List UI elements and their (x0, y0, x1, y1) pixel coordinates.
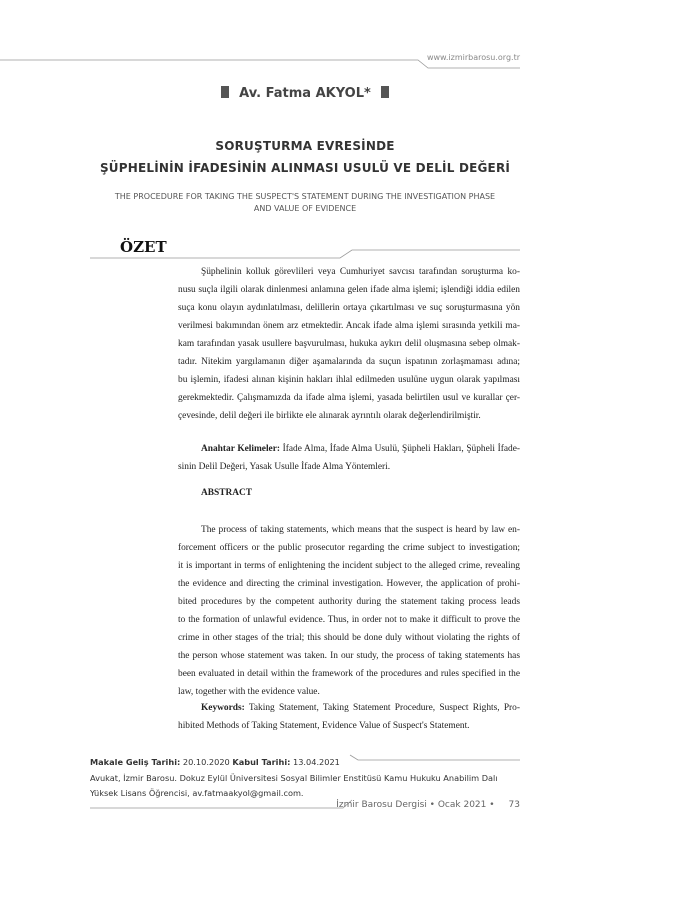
paragraph-line: verilmesi bakımından önem arz etmektedir. Ancak ifade alma işlemi sırasında yetkili ma- (178, 321, 520, 331)
title-line-2: ŞÜPHELİNİN İFADESİNİN ALINMASI USULÜ VE DELİL DEĞERİ (99, 161, 511, 175)
paragraph-line: been evaluated in detail within the framework of the procedures and rules specified in the (178, 669, 520, 679)
paragraph-line: nusu suçla ilgili olarak dinlenmesi anlamına gelen ifade alma işlemi; işlendiği iddia edilen (178, 285, 520, 295)
keywords-line (178, 699, 520, 717)
paragraph-line: it is important in terms of enlightening the incident subject to the alleged crime, revealing (178, 561, 520, 571)
accepted-label: Kabul Tarihi: (232, 757, 291, 767)
english-title-line: AND VALUE OF EVIDENCE (253, 204, 357, 213)
ozet-heading: ÖZET (120, 238, 167, 256)
keywords-text: Taking Statement, Taking Statement Procedure, Suspect Rights, Pro- (244, 703, 520, 713)
paragraph-line: çevesinde, delil değeri ile birlikte ele alınarak ayrıntılı olarak değerlendirilmiştir. (178, 411, 481, 421)
paragraph-line: kam tarafından yasak usullere başvurulması, hukuka aykırı delil oluşmasına sebep olmak- (178, 339, 520, 349)
paragraph-line: forcement officers or the public prosecutor regarding the crime subject to investigation; (178, 543, 520, 553)
title-line-1: SORUŞTURMA EVRESİNDE (215, 139, 395, 153)
journal-name: İzmir Barosu Dergisi • Ocak 2021 • (336, 800, 495, 810)
page-number: 73 (508, 800, 520, 810)
paragraph-line: to the formation of unlawful evidence. Thus, in order not to make it difficult to prove the (178, 615, 520, 625)
article-dates (90, 755, 498, 771)
paragraph-line: bu işlemin, ifadesi alınan kişinin hakları ihlal edilmeden usulüne uygun olarak yapılması (178, 375, 520, 385)
author-name: Av. Fatma AKYOL* (239, 86, 371, 101)
received-date: 20.10.2020 (180, 757, 233, 767)
keywords (178, 699, 520, 735)
square-marker-icon (221, 86, 229, 98)
journal-footer (336, 800, 520, 810)
accepted-date: 13.04.2021 (290, 757, 340, 767)
author-note: Yüksek Lisans Öğrencisi, av.fatmaakyol@gmail.com. (90, 788, 304, 798)
keywords-line (178, 440, 520, 458)
english-title-line: THE PROCEDURE FOR TAKING THE SUSPECT'S STATEMENT DURING THE INVESTIGATION PHASE (114, 192, 496, 201)
paragraph-line: the person whose statement was taken. In our study, the process of taking statements has (178, 651, 520, 661)
paragraph-line: The process of taking statements, which means that the suspect is heard by law en- (201, 525, 520, 535)
paragraph-line: law, together with the evidence value. (178, 687, 320, 697)
paragraph-line: the evidence and directing the criminal investigation. However, the application of prohi- (178, 579, 520, 589)
footnote (90, 755, 498, 802)
keywords-label: Anahtar Kelimeler: (201, 444, 280, 454)
anahtar-kelimeler (178, 440, 520, 476)
english-title (80, 191, 530, 215)
author-note: Avukat, İzmir Barosu. Dokuz Eylül Üniversitesi Sosyal Bilimler Enstitüsü Kamu Hukuku Anabilim Dalı (90, 772, 498, 783)
paragraph-line: crime in other stages of the trial; this should be done duly without violating the rights of (178, 633, 520, 643)
keywords-line: hibited Methods of Taking Statement, Evidence Value of Suspect's Statement. (178, 721, 470, 731)
keywords-line: sinin Delil Değeri, Yasak Usulle İfade Alma Yöntemleri. (178, 462, 391, 472)
paragraph-line: bited procedures by the competent authority during the statement taking process leads (178, 597, 520, 607)
square-marker-icon (381, 86, 389, 98)
paragraph-line: Şüphelinin kolluk görevlileri veya Cumhuriyet savcısı tarafından soruşturma ko- (201, 267, 520, 277)
paragraph-line: suça konu olayın aydınlatılması, delillerin ortaya çıkartılması ve suç soruşturmasına yön (178, 303, 520, 313)
abstract-heading-text: ABSTRACT (201, 488, 253, 498)
ozet-paragraph (178, 263, 520, 425)
website-url: www.izmirbarosu.org.tr (426, 53, 520, 62)
keywords-label: Keywords: (201, 703, 245, 713)
keywords-text: İfade Alma, İfade Alma Usulü, Şüpheli Hakları, Şüpheli İfade- (280, 444, 520, 454)
author-line (0, 86, 610, 101)
paragraph-line: gerekmektedir. Çalışmamızda da ifade alma işlemi, yasada belirtilen usul ve kurallar çer- (178, 393, 520, 403)
abstract-paragraph (178, 521, 520, 701)
paragraph-line: tadır. Nitekim yargılamanın diğer aşamalarında da suçun ispatının zorlaşmaması adına; (178, 357, 520, 367)
received-label: Makale Geliş Tarihi: (90, 757, 181, 767)
abstract-heading (178, 488, 543, 498)
